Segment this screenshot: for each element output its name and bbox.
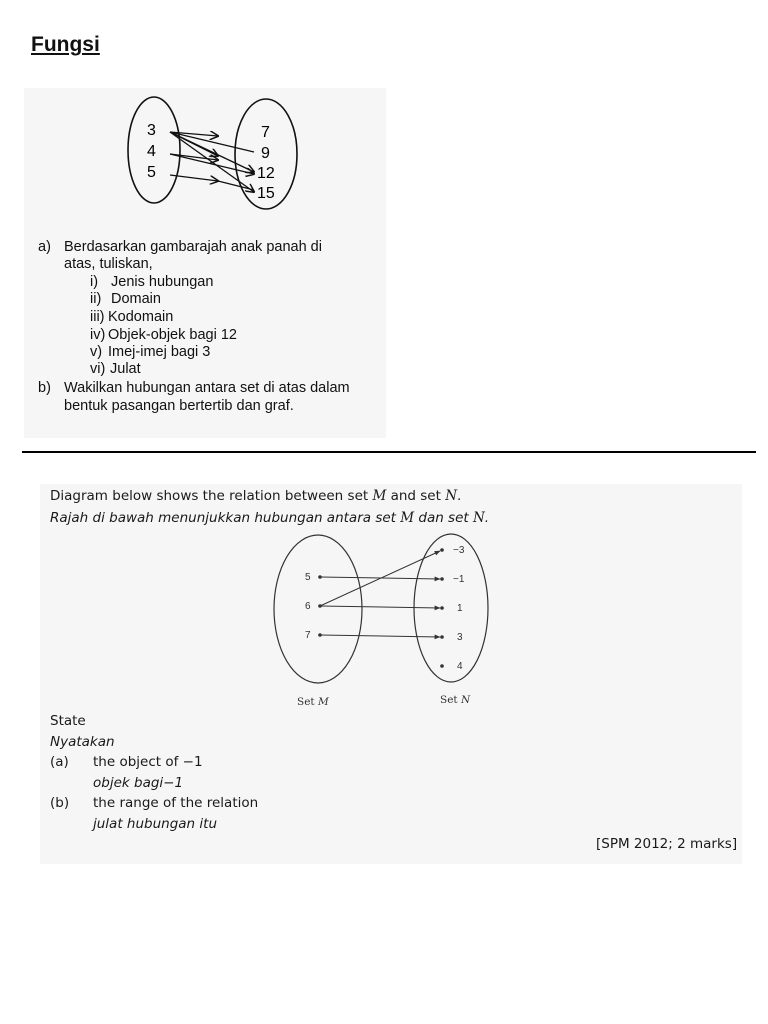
codomain-element: 7 (261, 124, 270, 141)
section-divider (22, 451, 756, 453)
mapping-arrow (170, 132, 254, 192)
codomain-element: 9 (261, 145, 270, 162)
part-b-line: bentuk pasangan bertertib dan graf. (64, 398, 294, 414)
part-b-label: (b) (50, 795, 70, 811)
set-m-ellipse (274, 535, 362, 683)
part-a-malay: objek bagi−1 (93, 775, 184, 791)
part-a-label: (a) (50, 754, 69, 770)
set-n-element: 3 (457, 632, 463, 643)
set-n-label: Set N (440, 694, 471, 706)
part-a-english: the object of −1 (93, 754, 203, 770)
element-dot (440, 606, 444, 610)
part-b-label: b) (38, 380, 51, 396)
codomain-element: 12 (257, 165, 275, 182)
list-item-number: i) (90, 274, 99, 290)
set-m-label: Set M (297, 696, 329, 708)
set-n-element: −3 (453, 545, 465, 556)
codomain-element: 15 (257, 185, 275, 202)
set-n-element: 1 (457, 603, 463, 614)
state-malay: Nyatakan (50, 734, 115, 750)
part-a-line: Berdasarkan gambarajah anak panah di (64, 239, 322, 255)
set-m-element: 6 (305, 601, 311, 612)
set-n-element: −1 (453, 574, 465, 585)
mapping-arrow (170, 175, 218, 181)
domain-element: 5 (147, 164, 156, 181)
list-item-number: iv) (90, 327, 106, 343)
element-dot (440, 577, 444, 581)
domain-element: 4 (147, 143, 156, 160)
mapping-arrow (218, 181, 254, 190)
list-item-number: vi) (90, 361, 106, 377)
part-b-malay: julat hubungan itu (93, 816, 217, 832)
relation-arrow (320, 635, 440, 637)
list-item: Julat (110, 361, 141, 377)
part-a-label: a) (38, 239, 51, 255)
domain-element: 3 (147, 122, 156, 139)
intro-malay: Rajah di bawah menunjukkan hubungan antara set M dan set N. (50, 510, 490, 526)
mapping-arrow (170, 154, 254, 174)
list-item: Jenis hubungan (111, 274, 214, 290)
mapping-arrow (170, 132, 254, 172)
part-a-line: atas, tuliskan, (64, 256, 153, 272)
part-b-english: the range of the relation (93, 795, 259, 811)
part-b-line: Wakilkan hubungan antara set di atas dalam (64, 380, 350, 396)
list-item: Objek-objek bagi 12 (108, 327, 237, 343)
arrow-diagram-2 (262, 530, 502, 712)
set-m-element: 7 (305, 630, 311, 641)
list-item-number: iii) (90, 309, 105, 325)
set-m-element: 5 (305, 572, 311, 583)
marks-note: [SPM 2012; 2 marks] (596, 836, 738, 852)
list-item: Kodomain (108, 309, 174, 325)
list-item-number: v) (90, 344, 103, 360)
page-title: Fungsi (31, 33, 100, 56)
element-dot (440, 635, 444, 639)
list-item: Imej-imej bagi 3 (108, 344, 211, 360)
arrow-diagram-1 (110, 92, 320, 210)
set-n-element: 4 (457, 661, 463, 672)
list-item-number: ii) (90, 291, 102, 307)
state-english: State (50, 713, 86, 729)
list-item: Domain (111, 291, 161, 307)
intro-english: Diagram below shows the relation between set M and set N. (50, 488, 462, 504)
element-dot (440, 664, 444, 668)
element-dot (440, 548, 444, 552)
relation-arrow (320, 606, 440, 608)
